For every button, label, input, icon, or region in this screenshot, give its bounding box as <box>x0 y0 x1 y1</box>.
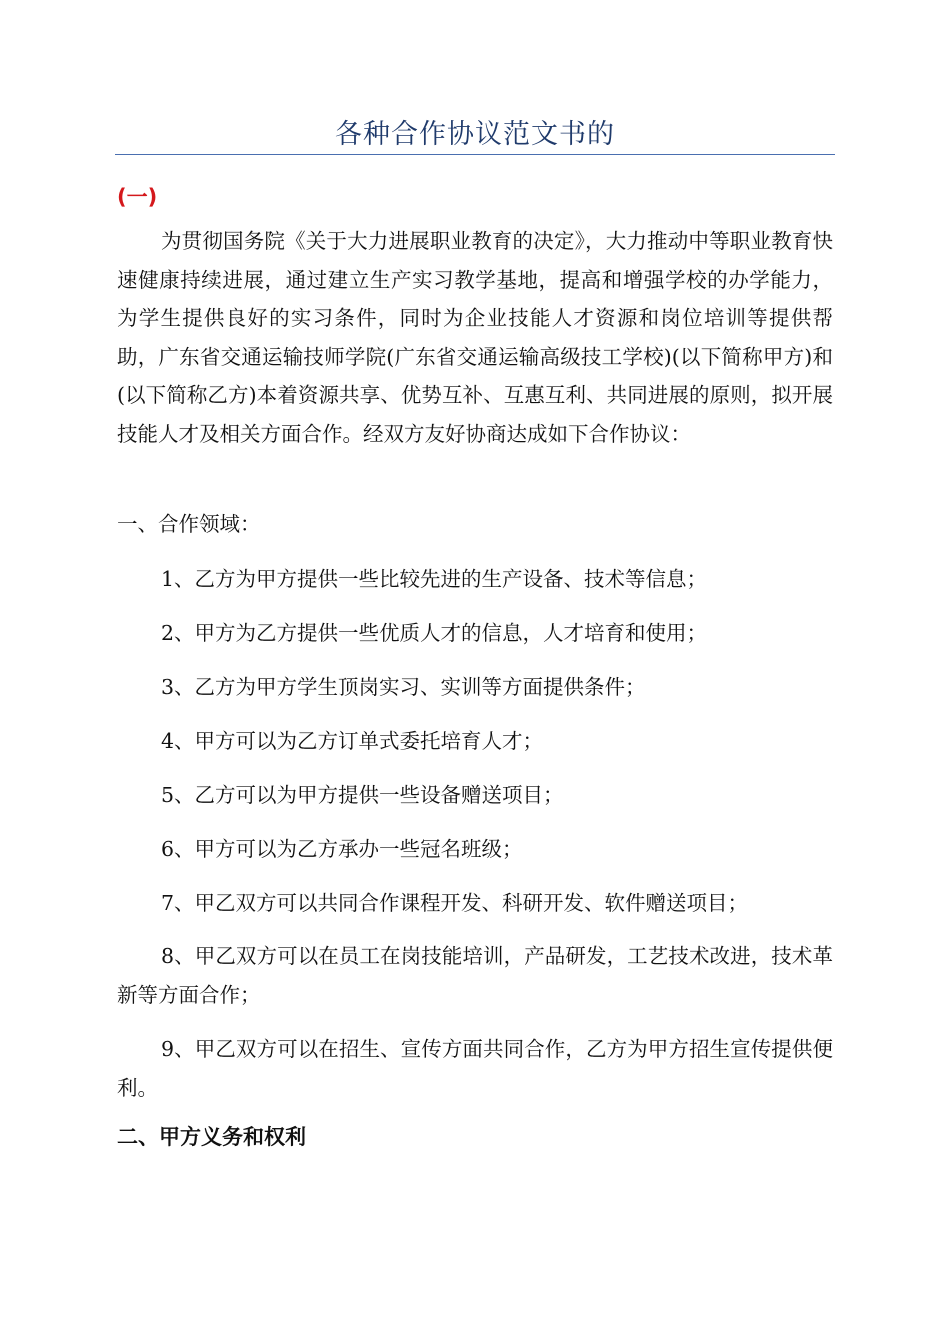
list-item: 8、甲乙双方可以在员工在岗技能培训，产品研发，工艺技术改进，技术革新等方面合作； <box>117 944 833 1007</box>
list-item: 9、甲乙双方可以在招生、宣传方面共同合作，乙方为甲方招生宣传提供便利。 <box>117 1037 833 1100</box>
intro-paragraph: 为贯彻国务院《关于大力进展职业教育的决定》，大力推动中等职业教育快速健康持续进展，通过建立生产实习教学基地，提高和增强学校的办学能力，为学生提供良好的实习条件，同时为企业技能人才资源和岗位培训等提供帮助，广东省交通运输技师学院(广东省交通运输高级技工学校)(以下简称甲方)和(以下简称乙方)本着资源共享、优势互补、互惠互利、共同进展的原则，拟开展技能人才及相关方面合作。经双方友好协商达成如下合作协议： <box>117 229 833 446</box>
list-item: 7、甲乙双方可以共同合作课程开发、科研开发、软件赠送项目； <box>161 891 749 915</box>
section-number: (一) <box>117 185 158 209</box>
document-title: 各种合作协议范文书的 <box>335 119 615 150</box>
heading-cooperation-areas: 一、合作领域： <box>117 512 261 536</box>
title-underline <box>115 154 835 155</box>
list-item: 6、甲方可以为乙方承办一些冠名班级； <box>161 837 523 861</box>
list-item: 5、乙方可以为甲方提供一些设备赠送项目； <box>161 783 564 807</box>
heading-party-a-obligations: 二、甲方义务和权利 <box>117 1125 306 1149</box>
list-item: 2、甲方为乙方提供一些优质人才的信息，人才培育和使用； <box>161 621 708 645</box>
list-item: 1、乙方为甲方提供一些比较先进的生产设备、技术等信息； <box>161 567 708 591</box>
list-item: 4、甲方可以为乙方订单式委托培育人才； <box>161 729 544 753</box>
list-item: 3、乙方为甲方学生顶岗实习、实训等方面提供条件； <box>161 675 646 699</box>
